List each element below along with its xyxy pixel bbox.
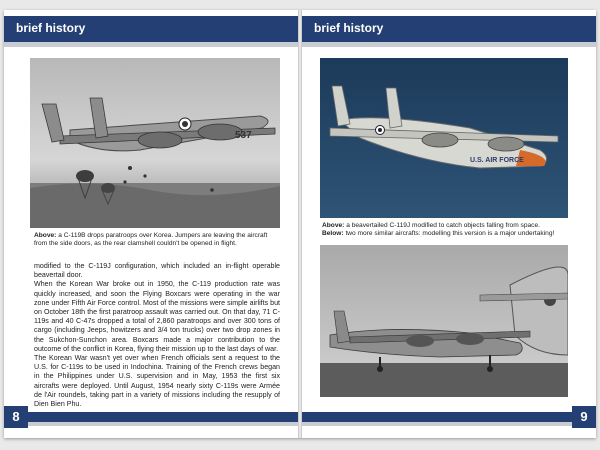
right-footer [302, 406, 596, 428]
right-caption-lead-below: Below: [322, 230, 344, 238]
book-spread [4, 10, 596, 438]
left-photo-caption [34, 232, 280, 248]
right-header-title: brief history [314, 21, 384, 35]
photo-paratroop-drop [30, 58, 280, 228]
right-footer-bar [302, 412, 596, 422]
page-number-left: 8 [4, 406, 28, 428]
page-number-right: 9 [572, 406, 596, 428]
right-header-bar [302, 16, 596, 42]
right-caption-text-below: two more similar aircrafts: modelling this version is a major undertaking! [343, 230, 555, 238]
aircraft-serial-label: 537 [235, 130, 252, 141]
right-caption-lead-above: Above: [322, 222, 345, 229]
right-caption-text-above: a beavertailed C-119J modified to catch objects falling from space. [344, 222, 540, 229]
body-paragraph: modified to the C-119J configuration, which included an in-flight operable beavertail door. [34, 262, 280, 280]
photo-c119j-flight [320, 58, 568, 218]
right-page [302, 10, 596, 438]
left-caption-lead: Above: [34, 232, 57, 239]
left-header-bar [4, 16, 298, 42]
left-caption-text: a C-119B drops paratroops over Korea. Jumpers are leaving the aircraft from the side doors, as the rear clamshell couldn't be opened in flight. [34, 232, 268, 248]
body-paragraph: The Korean War wasn't yet over when French officials sent a request to the U.S. for C-119s to be used in Indochina. Training of the French crews began in the Philippines under U.S. supervision and in May, 1953 the first six aircrafts were deployed. Until August, 1954 nearly sixty C-119s were Armée de l'Air roundels, taking part in a variety of missions including the resupply of Dien Bien Phu. [34, 354, 280, 409]
body-paragraph: When the Korean War broke out in 1950, the C-119 production rate was quickly increased, and soon the Flying Boxcars were operating in the war zone under Fifth Air Force control. Most of the missions were simple airlifts but on October 18th the first paratroop assault was carried out. On that day, 71 C-119s and 40 C-47s dropped a total of 2,860 paratroops and over 300 tons of cargo (including Jeeps, howitzers and 3/4 ton trucks) over two drop zones in the Sukchon-Sunchon area. Boxcars made a major contribution to the outcome of the conflict in Korea, flying their mission up to the last days of war. [34, 280, 280, 353]
left-header-stripe [4, 42, 298, 47]
right-photo-caption [322, 222, 572, 238]
left-footer [4, 406, 298, 428]
right-footer-stripe [302, 422, 596, 426]
left-header-title: brief history [16, 21, 86, 35]
body-text [34, 262, 280, 409]
left-page [4, 10, 298, 438]
photo-two-aircraft-ground [320, 245, 568, 397]
left-footer-bar [4, 412, 298, 422]
right-header-stripe [302, 42, 596, 47]
left-footer-stripe [4, 422, 298, 426]
aircraft-marking-label: U.S. AIR FORCE [470, 157, 524, 164]
